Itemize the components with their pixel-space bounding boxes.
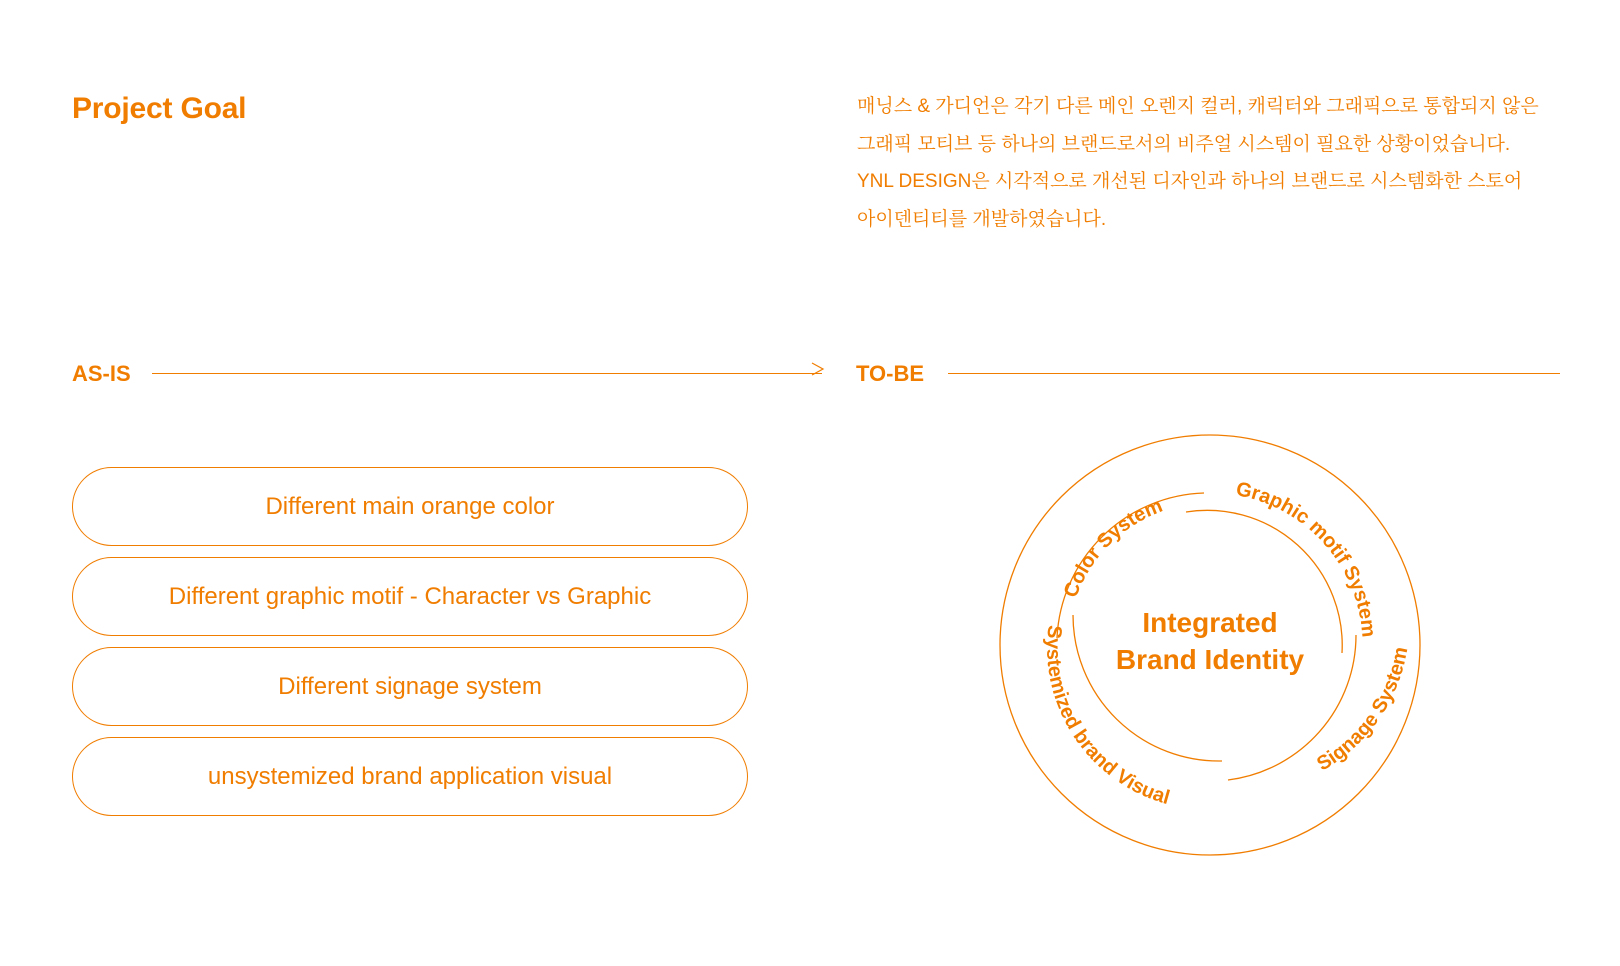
as-is-item: unsystemized brand application visual bbox=[72, 737, 748, 816]
goal-description bbox=[857, 88, 1577, 238]
as-is-divider bbox=[152, 373, 822, 374]
arrow-right-icon bbox=[808, 362, 826, 376]
center-title-line1: Integrated bbox=[1142, 607, 1278, 638]
goal-description-line: 아이덴티티를 개발하였습니다. bbox=[857, 208, 1107, 230]
to-be-divider bbox=[948, 373, 1560, 374]
as-is-list bbox=[72, 467, 748, 827]
segment-label-systemized-brand-visual: Systemized brand Visual bbox=[1041, 624, 1173, 810]
center-title-line2: Brand Identity bbox=[1115, 644, 1305, 675]
goal-description-line: 매닝스 & 가디언은 각기 다른 메인 오렌지 컬러, 캐릭터와 그래픽으로 통합되지 않은 bbox=[857, 96, 1539, 117]
as-is-item: Different graphic motif - Character vs Graphic bbox=[72, 557, 748, 636]
as-is-item: Different signage system bbox=[72, 647, 748, 726]
segment-label-graphic-motif-system: Graphic motif System bbox=[1234, 478, 1380, 639]
as-is-item: Different main orange color bbox=[72, 467, 748, 546]
integrated-brand-diagram bbox=[990, 425, 1430, 865]
goal-description-line: 그래픽 모티브 등 하나의 브랜드로서의 비주얼 시스템이 필요한 상황이었습니다. bbox=[857, 133, 1511, 155]
as-is-label: AS-IS bbox=[72, 361, 131, 386]
segment-label-color-system: Color System bbox=[1059, 494, 1166, 601]
to-be-label: TO-BE bbox=[856, 361, 925, 386]
segment-label-signage-system: Signage System bbox=[1313, 645, 1413, 776]
page-title: Project Goal bbox=[72, 92, 247, 125]
goal-description-line: YNL DESIGN은 시각적으로 개선된 디자인과 하나의 브랜드로 시스템화한 스토어 bbox=[857, 171, 1523, 192]
